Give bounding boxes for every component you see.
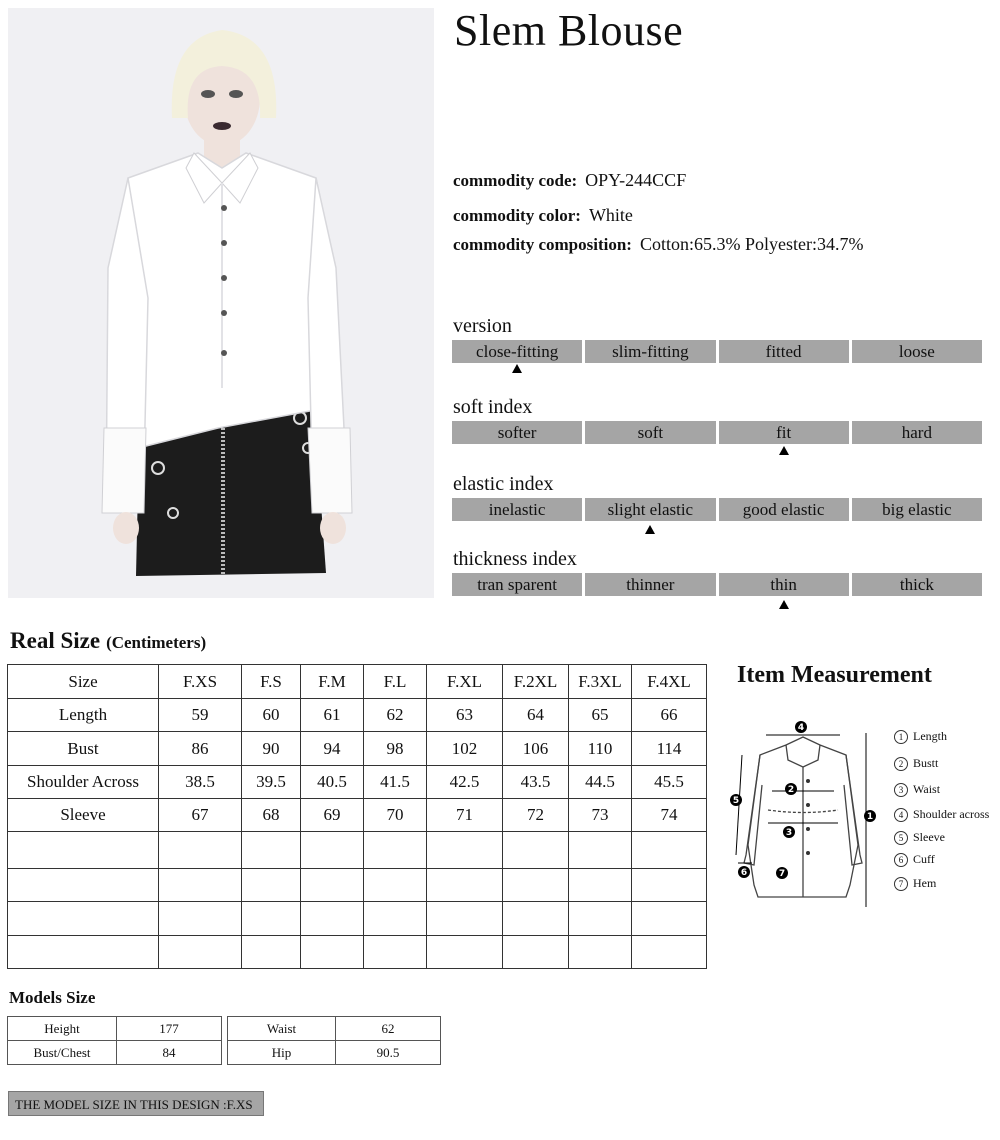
index-marker-thickness [779, 600, 789, 609]
legend-label: Waist [913, 782, 941, 796]
legend-label: Bustt [913, 756, 939, 770]
size-value-cell [159, 936, 242, 969]
product-title: Slem Blouse [454, 6, 684, 55]
size-value-cell: 98 [364, 732, 427, 766]
table-row [8, 799, 707, 832]
size-value-cell: 64 [503, 699, 569, 732]
size-value-cell [301, 936, 364, 969]
size-value-cell [242, 869, 301, 902]
size-value-cell [301, 902, 364, 936]
size-value-cell: 43.5 [503, 766, 569, 799]
size-value-cell [427, 902, 503, 936]
model-illustration [8, 8, 434, 598]
legend-label: Shoulder across [913, 807, 990, 821]
size-header-cell: F.XS [159, 665, 242, 699]
table-row [8, 902, 707, 936]
size-header-cell: F.2XL [503, 665, 569, 699]
size-value-cell [242, 936, 301, 969]
legend-number: 7 [894, 877, 908, 891]
index-option: slim-fitting [585, 340, 715, 363]
size-value-cell [364, 869, 427, 902]
index-title-soft: soft index [453, 396, 533, 418]
legend-number: 3 [894, 783, 908, 797]
spec-commodity-color [453, 205, 633, 226]
legend-number: 2 [894, 757, 908, 771]
size-value-cell [503, 869, 569, 902]
product-photo [8, 8, 434, 598]
size-value-cell [364, 902, 427, 936]
model-label: Height [8, 1017, 117, 1041]
size-value-cell [569, 902, 632, 936]
index-bar-thickness [452, 573, 982, 596]
legend-item-sleeve [894, 830, 945, 845]
size-value-cell: 67 [159, 799, 242, 832]
size-row-label: Sleeve [8, 799, 159, 832]
svg-text:5: 5 [732, 796, 740, 806]
size-row-label [8, 832, 159, 869]
legend-item-waist [894, 782, 940, 797]
size-value-cell: 69 [301, 799, 364, 832]
svg-text:7: 7 [778, 869, 786, 879]
spec-commodity-composition [453, 234, 863, 255]
index-option: thinner [585, 573, 715, 596]
size-header-cell: F.XL [427, 665, 503, 699]
legend-label: Hem [913, 876, 937, 890]
model-label: Waist [228, 1017, 336, 1041]
size-value-cell [632, 832, 707, 869]
size-header-cell: F.M [301, 665, 364, 699]
size-value-cell: 74 [632, 799, 707, 832]
real-size-unit: (Centimeters) [106, 633, 207, 652]
size-value-cell: 73 [569, 799, 632, 832]
size-value-cell [242, 902, 301, 936]
index-option: soft [585, 421, 715, 444]
size-value-cell: 65 [569, 699, 632, 732]
size-value-cell: 39.5 [242, 766, 301, 799]
spec-value: White [588, 205, 633, 225]
index-title-elastic: elastic index [453, 473, 554, 495]
size-value-cell: 86 [159, 732, 242, 766]
size-value-cell: 72 [503, 799, 569, 832]
size-row-label: Length [8, 699, 159, 732]
index-option: big elastic [852, 498, 982, 521]
size-value-cell [159, 832, 242, 869]
size-value-cell: 70 [364, 799, 427, 832]
table-row [8, 832, 707, 869]
legend-number: 5 [894, 831, 908, 845]
size-value-cell [159, 902, 242, 936]
model-size-note: THE MODEL SIZE IN THIS DESIGN :F.XS [8, 1091, 264, 1116]
size-value-cell [301, 869, 364, 902]
index-option: tran sparent [452, 573, 582, 596]
legend-label: Sleeve [913, 830, 945, 844]
size-value-cell: 114 [632, 732, 707, 766]
size-value-cell: 63 [427, 699, 503, 732]
index-option: hard [852, 421, 982, 444]
size-value-cell: 38.5 [159, 766, 242, 799]
size-value-cell: 68 [242, 799, 301, 832]
index-bar-soft [452, 421, 982, 444]
size-value-cell [503, 936, 569, 969]
models-table-right [227, 1016, 441, 1065]
table-row [8, 1017, 222, 1041]
legend-item-cuff [894, 852, 935, 867]
size-header-cell: F.L [364, 665, 427, 699]
index-marker-elastic [645, 525, 655, 534]
svg-text:3: 3 [785, 828, 793, 838]
legend-label: Cuff [913, 852, 935, 866]
index-marker-soft [779, 446, 789, 455]
svg-text:6: 6 [740, 868, 748, 878]
model-value: 90.5 [336, 1041, 441, 1065]
size-value-cell: 59 [159, 699, 242, 732]
size-value-cell: 41.5 [364, 766, 427, 799]
index-option: fit [719, 421, 849, 444]
size-value-cell [503, 902, 569, 936]
size-value-cell [301, 832, 364, 869]
legend-item-hem [894, 876, 936, 891]
index-option: inelastic [452, 498, 582, 521]
legend-label: Length [913, 729, 947, 743]
legend-item-bust [894, 756, 938, 771]
table-row [8, 766, 707, 799]
spec-commodity-code [453, 170, 686, 191]
size-value-cell [569, 832, 632, 869]
size-value-cell [242, 832, 301, 869]
index-option: thin [719, 573, 849, 596]
size-row-label [8, 869, 159, 902]
size-value-cell: 61 [301, 699, 364, 732]
table-row [228, 1041, 441, 1065]
legend-item-shoulder [894, 807, 989, 822]
table-row [228, 1017, 441, 1041]
size-value-cell: 60 [242, 699, 301, 732]
index-bar-elastic [452, 498, 982, 521]
size-value-cell: 110 [569, 732, 632, 766]
size-header-cell: F.S [242, 665, 301, 699]
spec-label: commodity composition: [453, 235, 632, 254]
size-row-label [8, 936, 159, 969]
size-header-cell: Size [8, 665, 159, 699]
size-row-label: Shoulder Across [8, 766, 159, 799]
size-value-cell [364, 936, 427, 969]
table-row [8, 869, 707, 902]
index-option: loose [852, 340, 982, 363]
measurement-diagram [728, 715, 878, 915]
item-measurement-title: Item Measurement [737, 662, 932, 688]
index-marker-version [512, 364, 522, 373]
legend-number: 1 [894, 730, 908, 744]
model-label: Hip [228, 1041, 336, 1065]
legend-number: 4 [894, 808, 908, 822]
size-value-cell [569, 869, 632, 902]
model-value: 177 [117, 1017, 222, 1041]
size-table [7, 664, 707, 969]
real-size-title: Real Size [10, 628, 101, 653]
size-header-cell: F.4XL [632, 665, 707, 699]
size-value-cell: 102 [427, 732, 503, 766]
size-header-cell: F.3XL [569, 665, 632, 699]
size-value-cell [632, 936, 707, 969]
spec-label: commodity color: [453, 206, 581, 225]
size-header-row [8, 665, 707, 699]
index-title-version: version [453, 315, 512, 337]
index-bar-version [452, 340, 982, 363]
table-row [8, 732, 707, 766]
index-option: slight elastic [585, 498, 715, 521]
models-size-title: Models Size [9, 988, 96, 1007]
size-value-cell: 66 [632, 699, 707, 732]
size-value-cell: 45.5 [632, 766, 707, 799]
model-value: 84 [117, 1041, 222, 1065]
size-value-cell [632, 869, 707, 902]
index-option: softer [452, 421, 582, 444]
models-table-left [7, 1016, 222, 1065]
size-value-cell [427, 832, 503, 869]
index-title-thickness: thickness index [453, 548, 577, 570]
index-option: thick [852, 573, 982, 596]
size-value-cell: 90 [242, 732, 301, 766]
model-value: 62 [336, 1017, 441, 1041]
real-size-heading [10, 628, 206, 654]
model-label: Bust/Chest [8, 1041, 117, 1065]
size-value-cell [569, 936, 632, 969]
table-row [8, 1041, 222, 1065]
spec-value: OPY-244CCF [585, 170, 687, 190]
spec-value: Cotton:65.3% Polyester:34.7% [639, 234, 864, 254]
svg-text:1: 1 [866, 812, 874, 822]
size-value-cell: 94 [301, 732, 364, 766]
index-option: fitted [719, 340, 849, 363]
index-option: good elastic [719, 498, 849, 521]
size-row-label [8, 902, 159, 936]
size-value-cell: 62 [364, 699, 427, 732]
size-row-label: Bust [8, 732, 159, 766]
spec-label: commodity code: [453, 171, 578, 190]
size-value-cell: 40.5 [301, 766, 364, 799]
legend-number: 6 [894, 853, 908, 867]
svg-text:2: 2 [787, 785, 795, 795]
legend-item-length [894, 729, 947, 744]
size-value-cell: 71 [427, 799, 503, 832]
size-value-cell: 44.5 [569, 766, 632, 799]
table-row [8, 699, 707, 732]
size-value-cell [427, 936, 503, 969]
index-option: close-fitting [452, 340, 582, 363]
size-value-cell: 106 [503, 732, 569, 766]
size-value-cell: 42.5 [427, 766, 503, 799]
size-value-cell [632, 902, 707, 936]
size-value-cell [364, 832, 427, 869]
size-value-cell [159, 869, 242, 902]
table-row [8, 936, 707, 969]
svg-text:4: 4 [797, 723, 805, 733]
size-value-cell [503, 832, 569, 869]
size-value-cell [427, 869, 503, 902]
